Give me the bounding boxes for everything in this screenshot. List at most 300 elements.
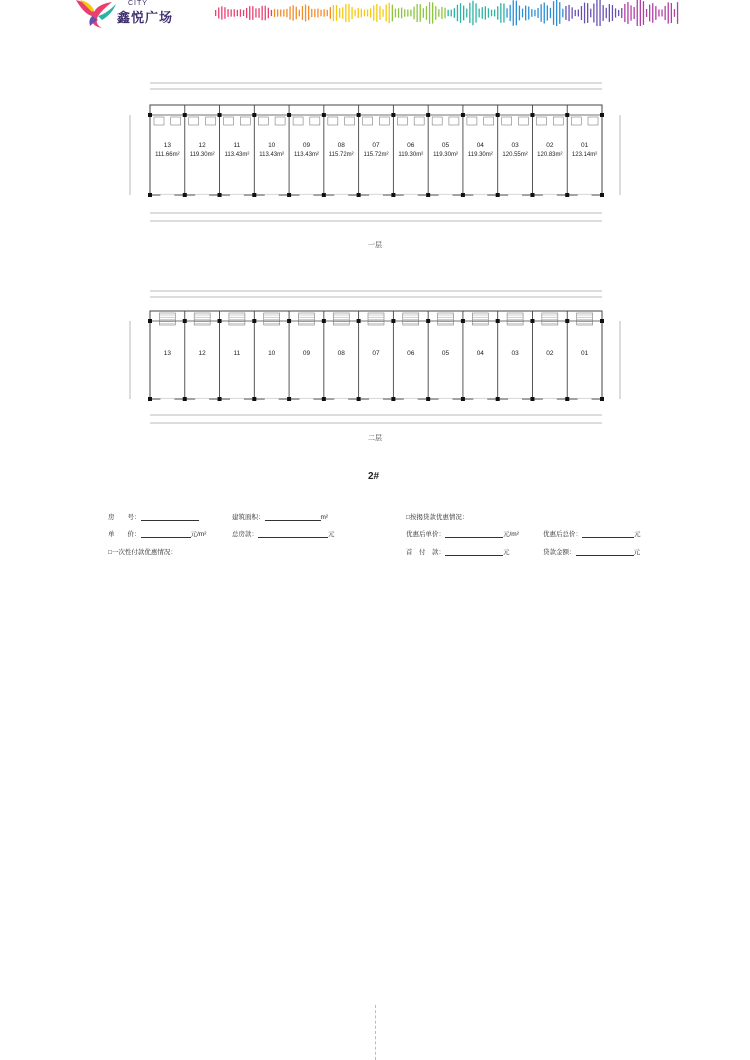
stair: [194, 313, 210, 325]
wave-bar: [441, 7, 442, 19]
wc-room: [502, 117, 512, 125]
wc-room: [518, 117, 528, 125]
column: [322, 113, 326, 117]
down-payment-label: 首 付 款：: [406, 549, 445, 556]
total-price-field[interactable]: [258, 530, 328, 538]
wave-bar: [590, 9, 591, 18]
unit-number: 07: [372, 142, 380, 149]
building-area-label: 建筑面积：: [232, 514, 265, 521]
wave-bar: [460, 3, 461, 23]
wave-bar: [249, 6, 250, 20]
wave-bar: [609, 4, 610, 22]
discount-unit-price-unit: 元/m²: [503, 531, 519, 538]
wave-bar: [234, 9, 235, 16]
room-no-field[interactable]: [141, 513, 199, 521]
wc-room: [206, 117, 216, 125]
column: [252, 113, 256, 117]
unit-number: 03: [511, 350, 519, 357]
wave-bar: [370, 8, 371, 17]
wc-room: [571, 117, 581, 125]
wave-bar: [562, 9, 563, 18]
unit-price-unit: 元/m²: [190, 531, 207, 538]
wave-bar: [342, 7, 343, 19]
stair: [333, 313, 349, 325]
unit-number: 11: [233, 142, 241, 149]
price-form: [0, 500, 750, 560]
loan-amount-field[interactable]: [576, 548, 634, 556]
column: [183, 113, 187, 117]
wave-bar: [658, 9, 659, 16]
wave-bar: [299, 10, 300, 17]
wave-bar: [637, 0, 638, 26]
column: [565, 193, 569, 197]
wave-bar: [506, 8, 507, 17]
wave-bar: [479, 9, 480, 18]
wc-room: [240, 117, 250, 125]
sound-wave-decoration: [215, 0, 685, 26]
column: [287, 193, 291, 197]
wave-bar: [624, 4, 625, 22]
wave-bar: [469, 3, 470, 23]
wc-room: [154, 117, 164, 125]
unit-number: 12: [198, 350, 206, 357]
wave-bar: [289, 6, 290, 19]
wave-bar: [417, 4, 418, 22]
wave-bar: [407, 9, 408, 16]
discount-total-unit: 元: [634, 531, 641, 538]
unit-number: 09: [302, 142, 311, 149]
unit-area: 119.30m²: [467, 152, 493, 158]
stair: [403, 313, 419, 325]
wave-bar: [308, 6, 309, 20]
wave-bar: [339, 8, 340, 18]
column: [148, 397, 152, 401]
loan-payment-option[interactable]: □按揭贷款优惠情况：: [406, 514, 469, 521]
wave-bar: [634, 7, 635, 19]
column: [426, 113, 430, 117]
wave-bar: [345, 4, 346, 22]
column: [565, 397, 569, 401]
column: [600, 319, 604, 323]
wave-bar: [565, 6, 566, 20]
wave-bar: [240, 9, 241, 17]
form-divider: [375, 1005, 376, 1060]
discount-total-field[interactable]: [582, 530, 634, 538]
unit-number: 05: [441, 142, 450, 149]
wave-bar: [599, 0, 600, 26]
wave-bar: [333, 5, 334, 21]
wave-bar: [612, 5, 613, 21]
wave-bar: [472, 1, 473, 26]
column: [600, 397, 604, 401]
column: [496, 319, 500, 323]
unit-number: 06: [407, 350, 415, 357]
wc-room: [258, 117, 268, 125]
wave-bar: [218, 7, 219, 18]
unit-number: 09: [302, 350, 311, 357]
wave-bar: [305, 5, 306, 22]
wave-bar: [351, 7, 352, 19]
unit-number: 13: [163, 142, 172, 149]
down-payment-unit: 元: [503, 549, 510, 556]
wave-bar: [516, 1, 517, 26]
column: [426, 397, 430, 401]
unit-number: 05: [441, 350, 450, 357]
wave-bar: [283, 9, 284, 16]
unit-area: 119.30m²: [398, 152, 424, 158]
column: [530, 113, 534, 117]
stair: [472, 313, 488, 325]
column: [391, 193, 395, 197]
stair: [229, 313, 245, 325]
brand-name-en: CITY: [128, 0, 148, 7]
wave-bar: [392, 5, 393, 22]
wc-room: [328, 117, 338, 125]
stair: [264, 313, 280, 325]
column: [357, 319, 361, 323]
wave-bar: [373, 5, 374, 20]
discount-unit-price-label: 优惠后单价：: [406, 531, 445, 538]
column: [391, 319, 395, 323]
wave-bar: [593, 4, 594, 23]
wave-bar: [550, 8, 551, 18]
stair: [542, 313, 558, 325]
wave-bar: [435, 6, 436, 20]
wave-bar: [348, 4, 349, 22]
wave-bar: [243, 10, 244, 16]
wave-bar: [420, 4, 421, 22]
wave-bar: [227, 9, 228, 17]
wave-bar: [271, 10, 272, 16]
wave-bar: [258, 8, 259, 18]
wave-bar: [671, 3, 672, 23]
one-time-payment-option[interactable]: □一次性付款优惠情况：: [108, 549, 177, 556]
total-price-unit: 元: [328, 531, 335, 538]
wave-bar: [643, 1, 644, 25]
wave-bar: [652, 3, 653, 23]
wc-room: [345, 117, 355, 125]
wave-bar: [575, 10, 576, 16]
wave-bar: [463, 6, 464, 21]
column: [322, 397, 326, 401]
wave-bar: [262, 6, 263, 20]
wave-bar: [398, 8, 399, 18]
stair: [507, 313, 523, 325]
column: [461, 397, 465, 401]
stair: [298, 313, 314, 325]
wave-bar: [355, 10, 356, 17]
unit-number: 10: [268, 142, 276, 149]
column: [496, 193, 500, 197]
wave-bar: [497, 6, 498, 19]
wave-bar: [361, 9, 362, 18]
column: [357, 193, 361, 197]
unit-number: 11: [233, 350, 241, 357]
wave-bar: [389, 3, 390, 24]
wc-room: [397, 117, 407, 125]
building-number: 2#: [368, 471, 380, 482]
down-payment-field[interactable]: [445, 548, 503, 556]
wave-bar: [466, 9, 467, 18]
wave-bar: [674, 9, 675, 17]
wave-bar: [286, 9, 287, 17]
unit-area: 120.83m²: [537, 152, 563, 158]
header: [0, 0, 750, 30]
wave-bar: [364, 10, 365, 17]
wc-room: [363, 117, 373, 125]
unit-number: 13: [163, 350, 172, 357]
unit-area: 113.43m²: [294, 152, 319, 158]
column: [391, 397, 395, 401]
wave-bar: [265, 6, 266, 21]
wave-bar: [584, 3, 585, 24]
wc-room: [467, 117, 477, 125]
wave-bar: [491, 10, 492, 16]
stair: [438, 313, 454, 325]
wc-room: [189, 117, 199, 125]
wave-bar: [500, 3, 501, 23]
unit-number: 04: [476, 350, 484, 357]
wave-bar: [314, 9, 315, 17]
unit-area: 119.30m²: [433, 152, 458, 158]
wave-bar: [324, 9, 325, 16]
wave-bar: [541, 4, 542, 22]
wc-room: [293, 117, 303, 125]
wave-bar: [224, 7, 225, 19]
wave-bar: [482, 7, 483, 19]
column: [287, 113, 291, 117]
column: [461, 113, 465, 117]
unit-number: 02: [546, 350, 554, 357]
wave-bar: [457, 5, 458, 22]
unit-number: 04: [476, 142, 484, 149]
column: [391, 113, 395, 117]
wave-bar: [475, 3, 476, 22]
wave-bar: [255, 8, 256, 17]
wave-bar: [293, 5, 294, 21]
wave-bar: [640, 0, 641, 26]
wave-bar: [528, 7, 529, 20]
wave-bar: [494, 10, 495, 17]
building-area-field[interactable]: [265, 513, 321, 521]
discount-unit-price-field[interactable]: [445, 530, 503, 538]
wave-bar: [367, 9, 368, 16]
wave-bar: [376, 4, 377, 22]
unit-area: 120.55m²: [502, 152, 528, 158]
wave-bar: [395, 9, 396, 18]
wave-bar: [320, 10, 321, 16]
unit-area: 113.43m²: [259, 152, 285, 158]
wave-bar: [336, 5, 337, 21]
column: [218, 319, 222, 323]
wave-bar: [621, 8, 622, 18]
area-unit: m²: [320, 514, 329, 521]
column: [530, 397, 534, 401]
unit-area: 111.66m²: [155, 152, 180, 158]
stair: [577, 313, 593, 325]
floor-1-caption: 一层: [368, 242, 382, 249]
wave-bar: [451, 10, 452, 17]
wave-bar: [665, 6, 666, 20]
wave-bar: [317, 9, 318, 18]
wave-bar: [510, 5, 511, 21]
wave-bar: [596, 0, 597, 26]
wave-bar: [274, 9, 275, 17]
wave-bar: [296, 7, 297, 20]
wc-room: [224, 117, 234, 125]
wave-bar: [252, 6, 253, 20]
unit-number: 08: [337, 142, 345, 149]
wave-bar: [302, 6, 303, 20]
wc-room: [432, 117, 442, 125]
column: [252, 193, 256, 197]
column: [183, 397, 187, 401]
wave-bar: [311, 9, 312, 17]
wc-room: [553, 117, 563, 125]
wave-bar: [618, 10, 619, 16]
wc-room: [588, 117, 598, 125]
column: [530, 319, 534, 323]
unit-number: 01: [580, 142, 589, 149]
unit-area: 119.30m²: [189, 152, 215, 158]
wave-bar: [358, 8, 359, 18]
unit-number: 08: [337, 350, 345, 357]
column: [565, 319, 569, 323]
floor-2-plan: [120, 283, 640, 433]
discount-total-label: 优惠后总价：: [543, 531, 582, 538]
column: [496, 113, 500, 117]
unit-area: 123.14m²: [571, 152, 598, 158]
wave-bar: [630, 5, 631, 20]
wave-bar: [426, 6, 427, 20]
wave-bar: [215, 10, 216, 16]
unit-number: 07: [372, 350, 380, 357]
column: [218, 397, 222, 401]
wave-bar: [568, 5, 569, 21]
brand-name-cn: 鑫悦广场: [117, 10, 174, 25]
column: [183, 319, 187, 323]
total-price-label: 总房款：: [232, 531, 258, 538]
wave-bar: [379, 6, 380, 20]
wave-bar: [668, 2, 669, 23]
unit-number: 01: [580, 350, 589, 357]
column: [252, 319, 256, 323]
wc-room: [536, 117, 546, 125]
wave-bar: [677, 2, 678, 24]
wave-bar: [587, 3, 588, 23]
column: [148, 319, 152, 323]
wave-bar: [661, 10, 662, 17]
column: [600, 113, 604, 117]
wave-bar: [413, 7, 414, 20]
column: [322, 319, 326, 323]
wave-bar: [606, 8, 607, 18]
wave-bar: [404, 9, 405, 17]
wave-bar: [519, 6, 520, 21]
loan-amount-label: 贷款金额：: [543, 549, 576, 556]
column: [218, 193, 222, 197]
wave-bar: [448, 10, 449, 16]
wave-bar: [503, 4, 504, 23]
unit-price-field[interactable]: [141, 530, 191, 538]
outer-wall: [150, 105, 602, 195]
loan-amount-unit: 元: [633, 549, 640, 556]
wave-bar: [531, 9, 532, 17]
wave-bar: [556, 0, 557, 26]
wave-bar: [488, 8, 489, 17]
column: [183, 193, 187, 197]
wave-bar: [401, 8, 402, 19]
column: [287, 319, 291, 323]
column: [357, 113, 361, 117]
column: [461, 319, 465, 323]
wave-bar: [525, 6, 526, 21]
stair: [159, 313, 175, 325]
unit-number: 06: [407, 142, 415, 149]
wave-bar: [231, 9, 232, 16]
wave-bar: [547, 5, 548, 20]
wave-bar: [237, 10, 238, 16]
wave-bar: [277, 9, 278, 16]
unit-number: 12: [198, 142, 206, 149]
column: [287, 397, 291, 401]
wave-bar: [522, 9, 523, 18]
wave-bar: [429, 2, 430, 24]
wave-bar: [382, 9, 383, 17]
wave-bar: [559, 2, 560, 24]
column: [252, 397, 256, 401]
column: [357, 397, 361, 401]
unit-area: 115.72m²: [363, 152, 389, 158]
wave-bar: [646, 9, 647, 17]
wave-bar: [553, 1, 554, 25]
column: [426, 319, 430, 323]
wave-bar: [454, 8, 455, 18]
unit-number: 10: [268, 350, 276, 357]
wave-bar: [655, 6, 656, 20]
column: [148, 113, 152, 117]
column: [461, 193, 465, 197]
wave-bar: [330, 7, 331, 18]
wave-bar: [432, 2, 433, 23]
wave-bar: [410, 10, 411, 17]
column: [148, 193, 152, 197]
wave-bar: [578, 9, 579, 16]
wave-bar: [544, 2, 545, 23]
column: [218, 113, 222, 117]
wave-bar: [246, 8, 247, 18]
wave-bar: [221, 6, 222, 19]
wave-bar: [268, 8, 269, 19]
wave-bar: [627, 2, 628, 24]
floor-1-plan: [120, 75, 640, 230]
floor-2-caption: 二层: [368, 435, 382, 442]
wc-room: [484, 117, 494, 125]
wave-bar: [537, 8, 538, 18]
unit-price-label: 单 价：: [108, 531, 141, 538]
wave-bar: [572, 7, 573, 18]
wave-bar: [615, 8, 616, 17]
wave-bar: [386, 5, 387, 22]
column: [496, 397, 500, 401]
wave-bar: [603, 5, 604, 21]
wave-bar: [581, 6, 582, 20]
wc-room: [449, 117, 459, 125]
wave-bar: [534, 10, 535, 16]
wc-room: [310, 117, 320, 125]
wave-bar: [485, 6, 486, 19]
unit-number: 02: [546, 142, 554, 149]
